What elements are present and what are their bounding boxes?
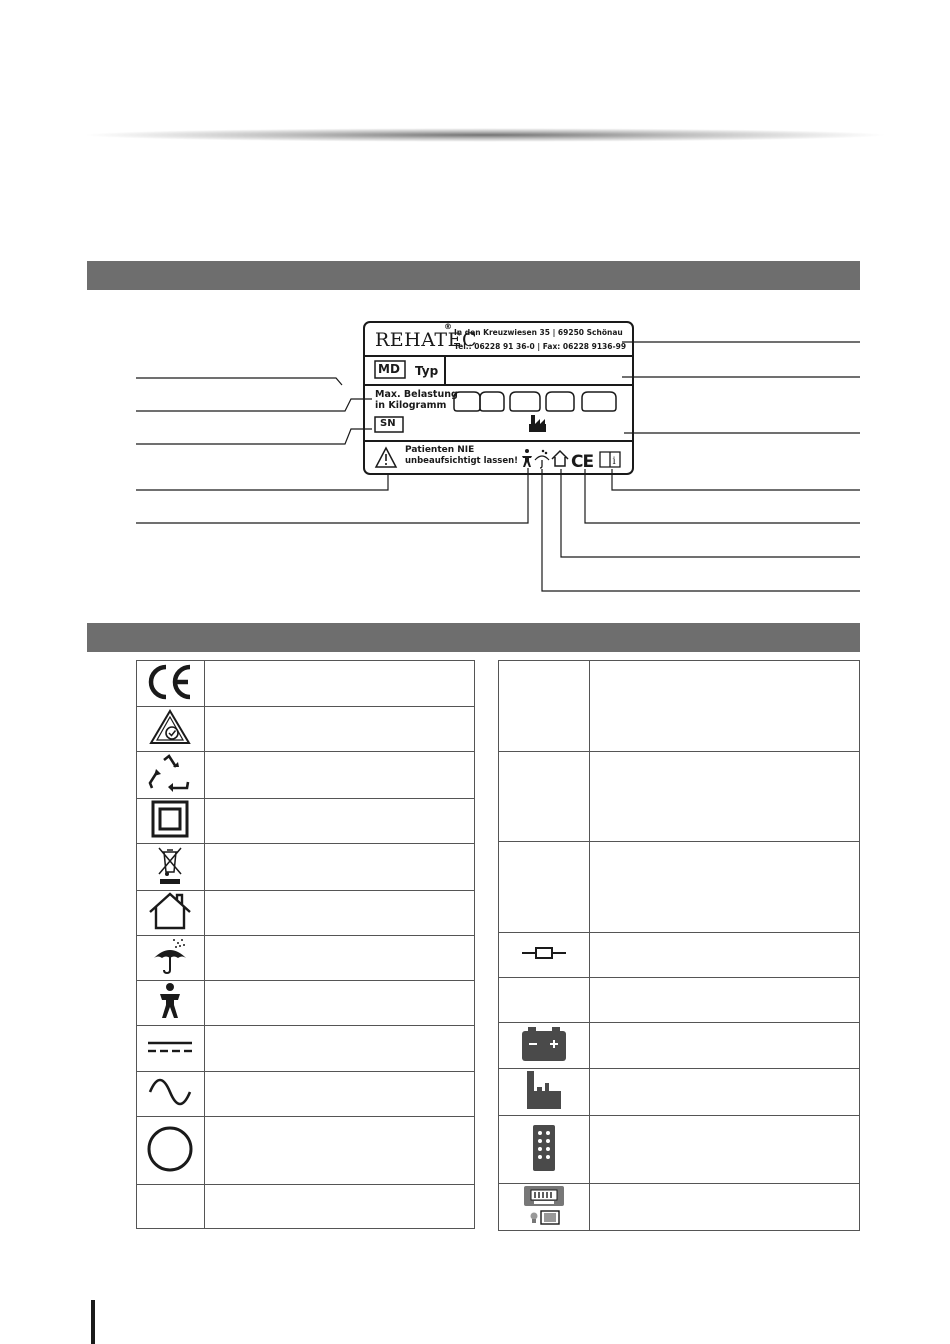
plate-load-label-1: Max. Belastung	[375, 389, 458, 400]
table-row	[137, 752, 475, 799]
plate-load-label-2: in Kilogramm	[375, 400, 447, 411]
symbol-description	[204, 844, 474, 891]
empty-icon-cell	[499, 842, 590, 933]
svg-text:i: i	[612, 456, 616, 467]
table-row	[137, 799, 475, 844]
symbol-description	[204, 661, 474, 707]
symbol-description	[589, 1116, 859, 1184]
direct-current-icon	[137, 1026, 205, 1072]
hand-control-icon	[499, 1116, 590, 1184]
symbol-description	[204, 1117, 474, 1185]
empty-icon-cell	[499, 978, 590, 1023]
plate-brand-mark: ®	[444, 322, 452, 331]
symbol-description	[204, 799, 474, 844]
plate-brand: REHATEC	[375, 329, 478, 351]
plate-md-label: MD	[378, 362, 400, 376]
circle-icon	[137, 1117, 205, 1185]
plate-ce-icon: CE	[571, 452, 594, 472]
table-row	[137, 844, 475, 891]
protection-class-ii-icon	[137, 799, 205, 844]
plate-warning-2: unbeaufsichtigt lassen!	[405, 456, 519, 466]
symbol-description	[589, 933, 859, 978]
plate-sn-label: SN	[380, 418, 396, 429]
symbol-description	[589, 752, 859, 842]
plate-address: In den Kreuzwiesen 35 | 69250 Schönau	[454, 328, 623, 337]
table-row	[137, 1026, 475, 1072]
table-row	[499, 1023, 860, 1069]
empty-icon-cell	[137, 1185, 205, 1229]
table-row	[137, 1185, 475, 1229]
empty-icon-cell	[499, 661, 590, 752]
table-row	[137, 981, 475, 1026]
ce-mark-icon	[137, 661, 205, 707]
table-row	[137, 1117, 475, 1185]
symbol-description	[589, 1069, 859, 1116]
symbol-description	[204, 1185, 474, 1229]
plate-typ-label: Typ	[415, 364, 439, 378]
table-row	[137, 936, 475, 981]
table-row	[137, 707, 475, 752]
symbol-description	[204, 1026, 474, 1072]
symbol-description	[589, 842, 859, 933]
recycling-icon	[137, 752, 205, 799]
symbol-description	[204, 981, 474, 1026]
plate-phone: Tel.: 06228 91 36-0 | Fax: 06228 9136-99	[454, 342, 627, 351]
symbols-table-right	[498, 660, 860, 1231]
table-row	[499, 1184, 860, 1231]
table-row	[499, 933, 860, 978]
table-row	[499, 978, 860, 1023]
table-row	[137, 891, 475, 936]
table-row	[499, 1116, 860, 1184]
symbol-description	[589, 1184, 859, 1231]
test-mark-icon	[137, 707, 205, 752]
symbol-description	[589, 661, 859, 752]
symbol-description	[204, 936, 474, 981]
table-row	[499, 1069, 860, 1116]
page-edge-bar	[91, 1300, 95, 1344]
plate-warning-1: Patienten NIE	[405, 445, 475, 455]
symbol-description	[589, 1023, 859, 1069]
manufacturer-icon	[499, 1069, 590, 1116]
fuse-icon	[499, 933, 590, 978]
empty-icon-cell	[499, 752, 590, 842]
symbol-description	[204, 707, 474, 752]
symbol-description	[204, 891, 474, 936]
weee-bin-icon	[137, 844, 205, 891]
section-bar-symbols	[87, 623, 860, 652]
symbol-description	[204, 1072, 474, 1117]
symbol-description	[204, 752, 474, 799]
table-row	[499, 842, 860, 933]
control-unit-icon	[499, 1184, 590, 1231]
symbol-description	[589, 978, 859, 1023]
type-b-part-icon	[137, 981, 205, 1026]
table-row	[499, 661, 860, 752]
indoor-use-icon	[137, 891, 205, 936]
table-row	[137, 661, 475, 707]
symbols-table-left	[136, 660, 475, 1229]
keep-dry-icon	[137, 936, 205, 981]
type-plate-diagram	[0, 0, 950, 620]
table-row	[137, 1072, 475, 1117]
alternating-current-icon	[137, 1072, 205, 1117]
table-row	[499, 752, 860, 842]
battery-icon	[499, 1023, 590, 1069]
